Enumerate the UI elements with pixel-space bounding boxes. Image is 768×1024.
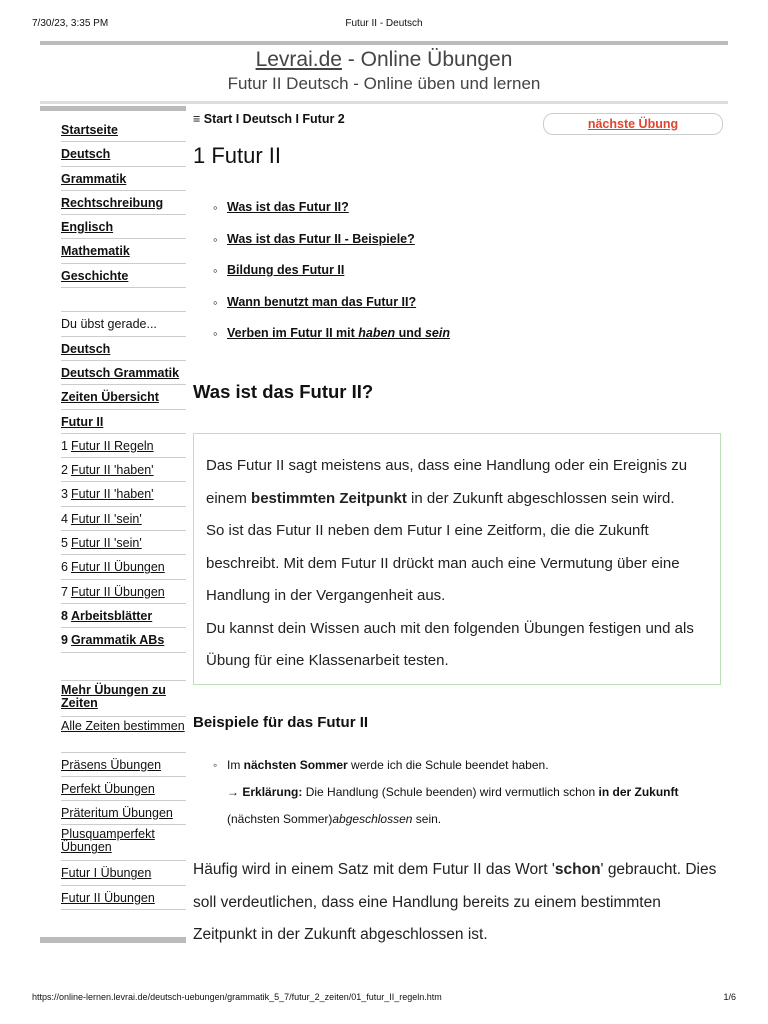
lesson-link[interactable]: Futur II Übungen — [70, 584, 165, 599]
sidebar-item-deutsch — [61, 142, 186, 166]
lesson-number: 1 — [61, 438, 68, 453]
lesson-number: 5 — [61, 536, 68, 551]
text: Häufig wird in einem Satz mit dem Futur II das Wort ' — [193, 861, 555, 878]
sidebar-item-startseite — [61, 118, 186, 142]
text-italic: abgeschlossen — [332, 812, 413, 826]
sidebar-more-item — [61, 801, 186, 825]
example-item — [213, 752, 728, 833]
lesson-link[interactable]: Futur II 'sein' — [70, 536, 142, 551]
example-sentence — [213, 752, 728, 779]
bullet-icon: ◦ — [213, 758, 218, 772]
sidebar-link[interactable]: Plusquamperfekt Übungen — [61, 827, 155, 855]
lesson-link[interactable]: Futur II 'haben' — [70, 463, 154, 478]
lesson-number: 6 — [61, 560, 68, 575]
print-page-title: Futur II - Deutsch — [345, 18, 423, 29]
example-explanation — [213, 779, 728, 833]
text: werde ich die Schule beendet haben. — [347, 758, 549, 772]
site-title — [40, 48, 728, 72]
sidebar-item-grammatik — [61, 167, 186, 191]
sidebar-link[interactable]: Deutsch — [61, 147, 111, 162]
sidebar-lesson-2 — [61, 458, 186, 482]
sidebar-lesson-9 — [61, 628, 186, 652]
toc-text-italic: sein — [424, 326, 450, 341]
sidebar-link[interactable]: Futur II Übungen — [61, 890, 155, 905]
toc-link[interactable]: Bildung des Futur II — [227, 263, 345, 278]
sidebar-link[interactable]: Futur II — [61, 414, 104, 429]
lesson-link[interactable]: Futur II 'haben' — [70, 487, 154, 502]
sidebar-more-heading — [61, 681, 186, 717]
definition-box — [193, 433, 721, 685]
sidebar-link[interactable]: Geschichte — [61, 268, 129, 283]
lesson-number: 7 — [61, 584, 68, 599]
toc-item — [213, 295, 450, 327]
sidebar-path-deutsch — [61, 337, 186, 361]
lesson-link[interactable]: Arbeitsblätter — [70, 608, 153, 623]
toc-item — [213, 232, 450, 264]
toc-item — [213, 326, 450, 358]
sidebar-current-label: Du übst gerade... — [61, 312, 186, 336]
text-bold: bestimmten Zeitpunkt — [251, 489, 407, 507]
toc-item — [213, 263, 450, 295]
site-home-link[interactable]: Levrai.de — [255, 48, 342, 71]
sidebar-lesson-3 — [61, 482, 186, 506]
sidebar-more-item — [61, 825, 186, 861]
next-exercise-button[interactable] — [543, 113, 723, 135]
sidebar-lesson-6 — [61, 555, 186, 579]
print-page-number: 1/6 — [723, 992, 736, 1002]
sidebar-item-englisch — [61, 215, 186, 239]
site-title-rest: - Online Übungen — [341, 48, 513, 71]
table-of-contents — [213, 200, 450, 358]
lesson-link[interactable]: Futur II Übungen — [70, 560, 165, 575]
definition-paragraph: Du kannst dein Wissen auch mit den folgenden Übungen festigen und als Übung für eine Klassenarbeit testen. — [206, 619, 694, 669]
breadcrumb[interactable]: ≡ Start I Deutsch I Futur 2 — [193, 112, 345, 126]
sidebar-link[interactable]: Präsens Übungen — [61, 757, 162, 772]
sidebar-lesson-4 — [61, 507, 186, 531]
sidebar-item-geschichte — [61, 264, 186, 288]
sidebar-link[interactable]: Futur I Übungen — [61, 866, 152, 881]
text: Die Handlung (Schule beenden) wird vermutlich schon — [302, 785, 599, 799]
sidebar-path-grammatik — [61, 361, 186, 385]
toc-text: Verben im Futur II mit — [227, 326, 359, 341]
text-bold: Erklärung: — [242, 785, 303, 799]
sidebar-link[interactable]: Englisch — [61, 220, 114, 235]
text: sein. — [412, 812, 442, 826]
page-title: 1 Futur II — [193, 143, 282, 168]
sidebar-more-item — [61, 861, 186, 885]
sidebar-path-futur-2 — [61, 410, 186, 434]
schon-paragraph — [193, 854, 728, 952]
text: ' gebraucht. Dies soll verdeutlichen, dass eine Handlung bereits zu einem bestimmten Zeitpunkt in der Zukunft abgeschlossen ist. — [193, 861, 717, 943]
sidebar — [61, 118, 186, 910]
lesson-number: 9 — [61, 633, 68, 648]
lesson-number: 8 — [61, 608, 68, 623]
definition-paragraph: So ist das Futur II neben dem Futur I eine Zeitform, die die Zukunft beschreibt. Mit dem Futur II drückt man auch eine Vermutung über eine Handlung in der Vergangenheit aus. — [206, 522, 680, 604]
sidebar-link[interactable]: Präteritum Übungen — [61, 806, 173, 821]
lesson-number: 2 — [61, 463, 68, 478]
sidebar-link[interactable]: Grammatik — [61, 171, 127, 186]
text: (nächsten Sommer) — [227, 812, 333, 826]
text-bold: in der Zukunft — [598, 785, 679, 799]
sidebar-lesson-8 — [61, 604, 186, 628]
sidebar-link[interactable]: Rechtschreibung — [61, 195, 164, 210]
sidebar-link[interactable]: Alle Zeiten bestimmen — [61, 718, 185, 733]
toc-link[interactable]: Wann benutzt man das Futur II? — [227, 294, 417, 309]
sidebar-link[interactable]: Perfekt Übungen — [61, 781, 155, 796]
header-divider — [40, 101, 728, 104]
print-url: https://online-lernen.levrai.de/deutsch-uebungen/grammatik_5_7/futur_2_zeiten/01_futur_II_regeln.htm — [32, 992, 442, 1002]
toc-link[interactable]: Was ist das Futur II? — [227, 200, 349, 214]
examples-heading: Beispiele für das Futur II — [193, 714, 369, 731]
site-subtitle: Futur II Deutsch - Online üben und lernen — [227, 74, 541, 93]
lesson-number: 3 — [61, 487, 68, 502]
text: Das Futur II sagt meistens aus, dass eine Handlung oder ein Ereignis zu einem — [206, 457, 688, 507]
sidebar-path-zeiten — [61, 385, 186, 409]
sidebar-link[interactable]: Deutsch Grammatik — [61, 365, 180, 380]
text-bold: schon — [554, 861, 601, 878]
sidebar-item-mathematik — [61, 239, 186, 263]
lesson-link[interactable]: Futur II 'sein' — [70, 511, 142, 526]
toc-text-italic: haben — [358, 326, 396, 341]
sidebar-link[interactable]: Zeiten Übersicht — [61, 390, 159, 405]
lesson-link[interactable]: Futur II Regeln — [70, 438, 154, 453]
text: in der Zukunft abgeschlossen sein wird. — [406, 489, 675, 507]
print-timestamp: 7/30/23, 3:35 PM — [32, 18, 109, 29]
text-bold: nächsten Sommer — [243, 758, 348, 772]
definition-paragraph — [206, 450, 708, 515]
toc-text: und — [395, 326, 425, 341]
sidebar-lesson-5 — [61, 531, 186, 555]
sidebar-spacer — [61, 653, 186, 681]
sidebar-top-bar — [40, 106, 186, 111]
sidebar-link[interactable]: Mathematik — [61, 244, 130, 259]
next-exercise-link[interactable]: nächste Übung — [587, 117, 679, 131]
sidebar-link[interactable]: Mehr Übungen zu Zeiten — [61, 682, 166, 710]
sidebar-link[interactable]: Startseite — [61, 123, 118, 137]
toc-link[interactable]: Was ist das Futur II - Beispiele? — [227, 231, 415, 246]
sidebar-more-item — [61, 717, 186, 753]
arrow-icon: → — [227, 785, 243, 799]
sidebar-more-item — [61, 886, 186, 910]
text: Im — [227, 758, 244, 772]
print-footer — [32, 992, 736, 1006]
lesson-link[interactable]: Grammatik ABs — [70, 633, 165, 648]
sidebar-lesson-1 — [61, 434, 186, 458]
header-top-bar — [40, 41, 728, 45]
sidebar-item-rechtschreibung — [61, 191, 186, 215]
toc-link[interactable] — [227, 326, 450, 340]
print-header — [32, 18, 736, 32]
sidebar-bottom-bar — [40, 937, 186, 943]
sidebar-more-item — [61, 753, 186, 777]
sidebar-lesson-7 — [61, 580, 186, 604]
sidebar-more-item — [61, 777, 186, 801]
sidebar-link[interactable]: Deutsch — [61, 341, 111, 356]
lesson-number: 4 — [61, 511, 68, 526]
sidebar-spacer — [61, 288, 186, 312]
section-heading: Was ist das Futur II? — [193, 381, 374, 402]
toc-item — [213, 200, 450, 232]
